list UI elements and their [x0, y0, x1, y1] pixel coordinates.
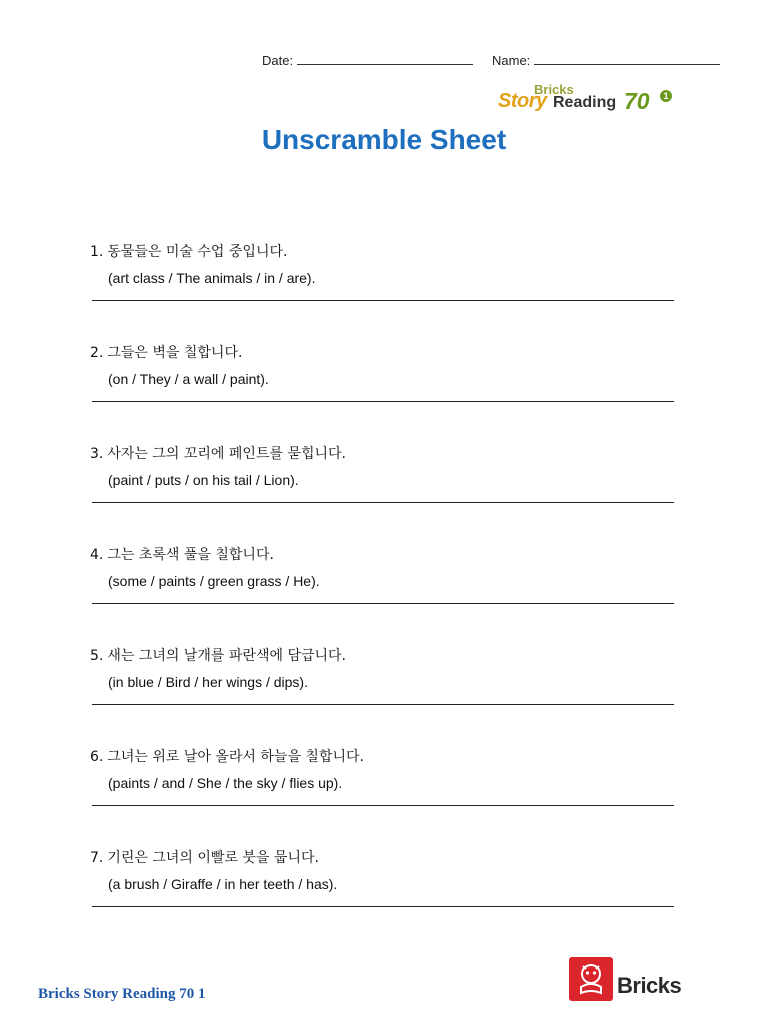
korean-sentence: 동물들은 미술 수업 중입니다.: [107, 244, 288, 260]
question-korean: [90, 342, 674, 364]
scrambled-english: (paints / and / She / the sky / flies up).: [108, 775, 343, 791]
korean-sentence: 그들은 벽을 칠합니다.: [107, 345, 243, 361]
question-number: 2.: [90, 345, 104, 361]
question-number: 4.: [90, 547, 104, 563]
korean-sentence: 그는 초록색 풀을 칠합니다.: [107, 547, 274, 563]
question-number: 1.: [90, 244, 104, 260]
question-item: [90, 342, 674, 402]
question-item: [90, 847, 674, 907]
name-label: Name:: [492, 53, 531, 68]
footer-series-text: Bricks Story Reading 70 1: [38, 986, 206, 1002]
answer-line[interactable]: [92, 502, 674, 503]
date-blank-line[interactable]: [297, 52, 473, 65]
answer-line[interactable]: [92, 704, 674, 705]
question-item: [90, 443, 674, 503]
question-item: [90, 241, 674, 301]
question-number: 3.: [90, 446, 104, 462]
name-blank-line[interactable]: [534, 52, 720, 65]
question-item: [90, 746, 674, 806]
logo-reading-text: Reading: [553, 94, 617, 111]
name-field[interactable]: [492, 52, 720, 68]
scrambled-english: (in blue / Bird / her wings / dips).: [108, 674, 308, 690]
scrambled-english: (some / paints / green grass / He).: [108, 573, 320, 589]
question-korean: [90, 645, 674, 667]
korean-sentence: 사자는 그의 꼬리에 페인트를 묻힙니다.: [107, 446, 346, 462]
answer-line[interactable]: [92, 603, 674, 604]
bricks-brand-logo: [569, 957, 693, 1001]
scrambled-english: (on / They / a wall / paint).: [108, 371, 269, 387]
question-korean: [90, 241, 674, 263]
page-title: Unscramble Sheet: [261, 124, 507, 155]
brand-wordmark: Bricks: [617, 973, 682, 998]
story-reading-logo: [498, 80, 678, 120]
question-number: 5.: [90, 648, 104, 664]
question-korean: [90, 544, 674, 566]
scrambled-english: (art class / The animals / in / are).: [108, 270, 316, 286]
question-item: [90, 645, 674, 705]
question-korean: [90, 443, 674, 465]
scrambled-english: (paint / puts / on his tail / Lion).: [108, 472, 299, 488]
korean-sentence: 그녀는 위로 날아 올라서 하늘을 칠합니다.: [107, 749, 364, 765]
question-korean: [90, 746, 674, 768]
korean-sentence: 새는 그녀의 날개를 파란색에 담급니다.: [107, 648, 346, 664]
question-korean: [90, 847, 674, 869]
answer-line[interactable]: [92, 805, 674, 806]
date-field[interactable]: [262, 52, 473, 68]
date-label: Date:: [262, 53, 294, 68]
bricks-mascot-icon: [569, 957, 613, 1001]
answer-line[interactable]: [92, 401, 674, 402]
question-item: [90, 544, 674, 604]
korean-sentence: 기린은 그녀의 이빨로 붓을 뭅니다.: [107, 850, 319, 866]
answer-line[interactable]: [92, 906, 674, 907]
logo-bricks-text: Bricks: [534, 82, 574, 97]
question-number: 6.: [90, 749, 104, 765]
question-number: 7.: [90, 850, 104, 866]
logo-volume-badge: 1: [660, 90, 672, 102]
logo-story-text: Story: [498, 90, 547, 112]
logo-level-number: 70: [624, 88, 650, 114]
answer-line[interactable]: [92, 300, 674, 301]
scrambled-english: (a brush / Giraffe / in her teeth / has).: [108, 876, 338, 892]
